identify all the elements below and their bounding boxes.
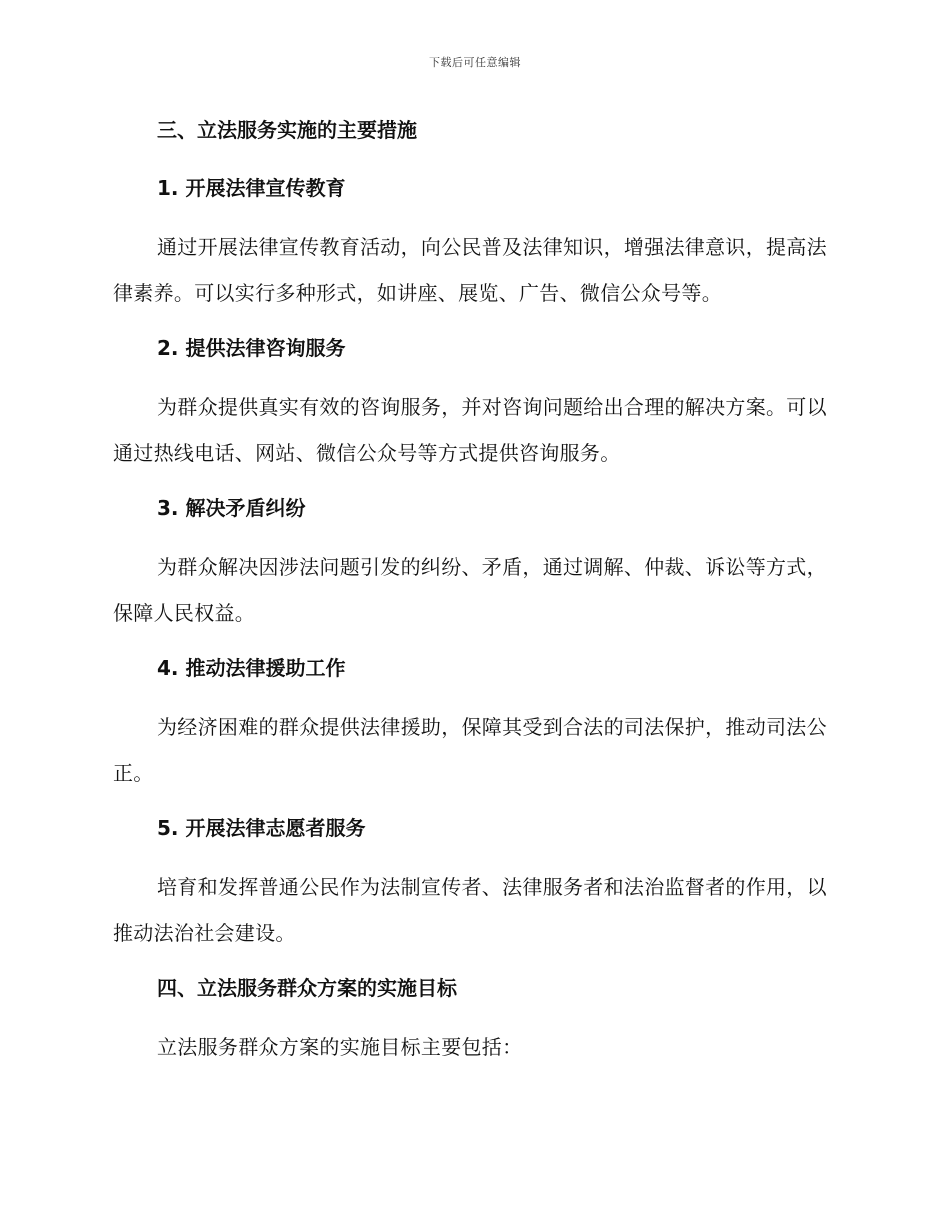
document-body bbox=[113, 110, 833, 1070]
item-paragraph-5: 培育和发挥普通公民作为法制宣传者、法律服务者和法治监督者的作用，以推动法治社会建设。 bbox=[113, 875, 827, 945]
section-paragraph-4: 立法服务群众方案的实施目标主要包括： bbox=[157, 1035, 523, 1059]
item-paragraph-2: 为群众提供真实有效的咨询服务，并对咨询问题给出合理的解决方案。可以通过热线电话、网站、微信公众号等方式提供咨询服务。 bbox=[113, 395, 827, 465]
item-paragraph-1: 通过开展法律宣传教育活动，向公民普及法律知识，增强法律意识，提高法律素养。可以实行多种形式，如讲座、展览、广告、微信公众号等。 bbox=[113, 235, 827, 305]
section-heading-3: 三、立法服务实施的主要措施 bbox=[157, 118, 417, 142]
item-heading-2: 2. 提供法律咨询服务 bbox=[157, 336, 346, 360]
item-paragraph-3: 为群众解决因涉法问题引发的纠纷、矛盾，通过调解、仲裁、诉讼等方式，保障人民权益。 bbox=[113, 555, 827, 625]
section-heading-4: 四、立法服务群众方案的实施目标 bbox=[157, 976, 457, 1000]
item-heading-3: 3. 解决矛盾纠纷 bbox=[157, 496, 306, 520]
item-heading-1: 1. 开展法律宣传教育 bbox=[157, 176, 346, 200]
item-paragraph-4: 为经济困难的群众提供法律援助，保障其受到合法的司法保护，推动司法公正。 bbox=[113, 715, 827, 785]
item-heading-4: 4. 推动法律援助工作 bbox=[157, 656, 346, 680]
item-heading-5: 5. 开展法律志愿者服务 bbox=[157, 816, 366, 840]
page-header: 下载后可任意编辑 bbox=[429, 56, 521, 69]
